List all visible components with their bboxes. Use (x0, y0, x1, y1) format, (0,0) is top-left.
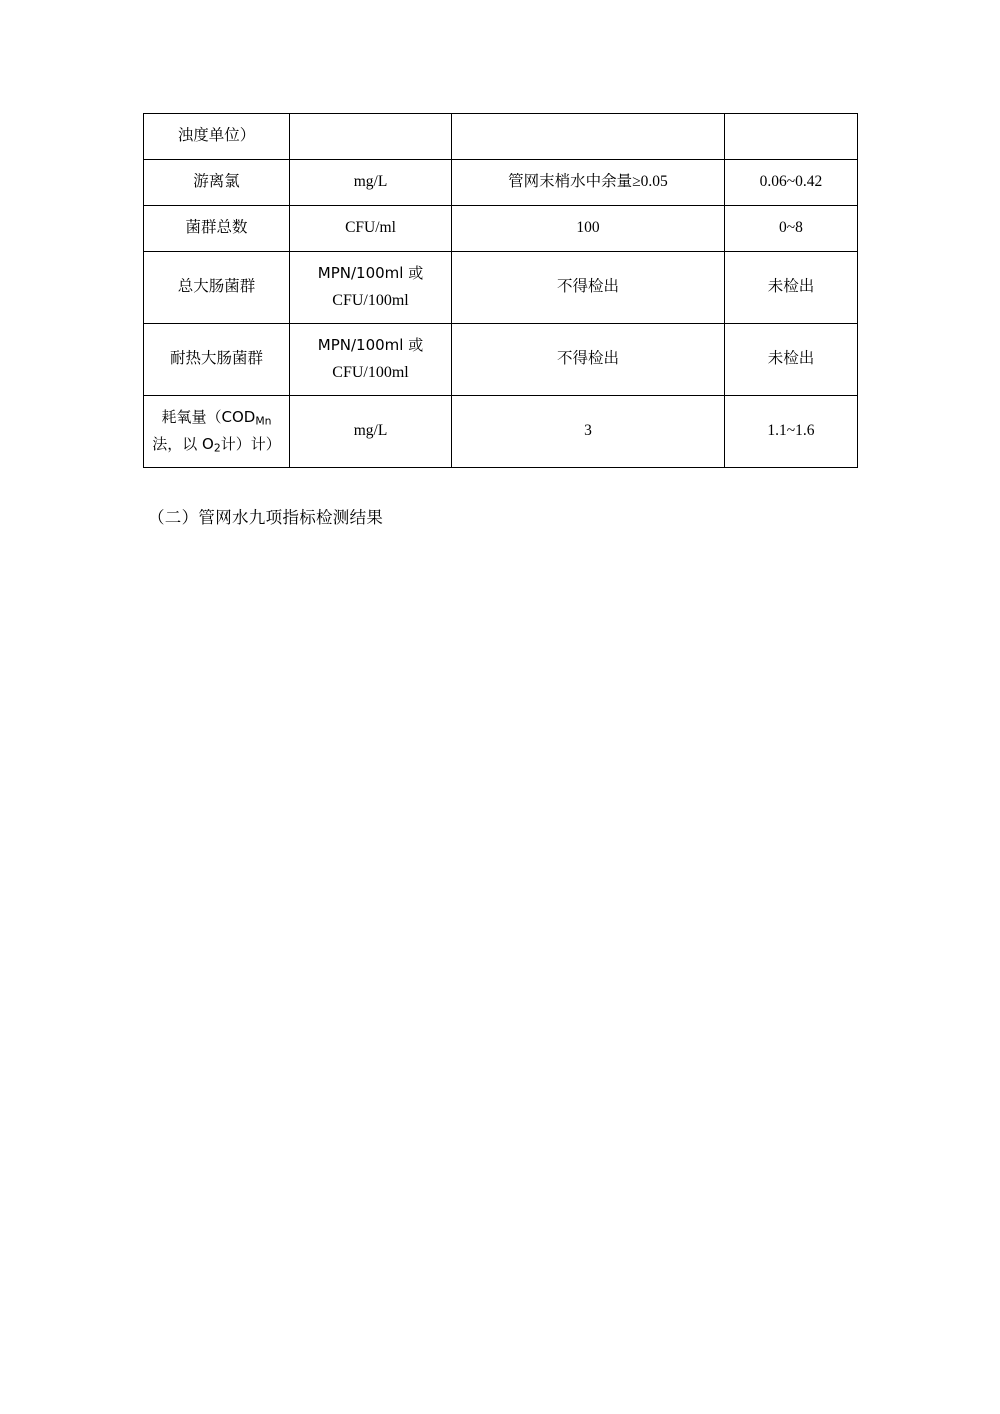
cell-result: 未检出 (725, 324, 858, 396)
table-row (144, 206, 858, 252)
table-row (144, 252, 858, 324)
cell-result: 未检出 (725, 252, 858, 324)
cell-indicator: 总大肠菌群 (144, 252, 290, 324)
indicator-text-c: 计）计） (220, 434, 281, 453)
section-caption: （二）管网水九项指标检测结果 (148, 508, 384, 527)
table-row (144, 324, 858, 396)
table-row (144, 160, 858, 206)
cell-indicator: 浊度单位） (144, 114, 290, 160)
cell-limit: 3 (452, 396, 725, 468)
water-quality-table-container (143, 113, 857, 468)
cell-unit: mg/L (290, 160, 452, 206)
cell-result (725, 114, 858, 160)
cell-unit: mg/L (290, 396, 452, 468)
cell-indicator: 菌群总数 (144, 206, 290, 252)
table-row (144, 396, 858, 468)
cell-unit-line1: MPN/100ml 或 (317, 336, 424, 355)
cell-limit: 管网末梢水中余量≥0.05 (452, 160, 725, 206)
cell-indicator (144, 396, 290, 468)
water-quality-table (143, 113, 858, 468)
indicator-text-a: 耗氧量（COD (161, 408, 256, 427)
cell-unit: CFU/ml (290, 206, 452, 252)
cell-unit (290, 252, 452, 324)
cell-result: 0.06~0.42 (725, 160, 858, 206)
cell-limit (452, 114, 725, 160)
cell-unit-line1: MPN/100ml 或 (317, 264, 424, 283)
cell-indicator-line2 (148, 432, 285, 458)
cell-unit-line2: CFU/100ml (332, 363, 409, 381)
cell-unit (290, 114, 452, 160)
cell-result: 1.1~1.6 (725, 396, 858, 468)
cell-indicator: 耐热大肠菌群 (144, 324, 290, 396)
indicator-sub-mn: Mn (255, 415, 272, 429)
indicator-sub-o2: 2 (213, 441, 221, 455)
cell-limit: 不得检出 (452, 252, 725, 324)
cell-unit (290, 324, 452, 396)
cell-unit-line2: CFU/100ml (332, 291, 409, 309)
cell-result: 0~8 (725, 206, 858, 252)
cell-limit: 不得检出 (452, 324, 725, 396)
indicator-text-b: 法，以 O (152, 434, 214, 453)
cell-limit: 100 (452, 206, 725, 252)
cell-indicator-line1 (148, 405, 285, 431)
cell-indicator: 游离氯 (144, 160, 290, 206)
table-row (144, 114, 858, 160)
